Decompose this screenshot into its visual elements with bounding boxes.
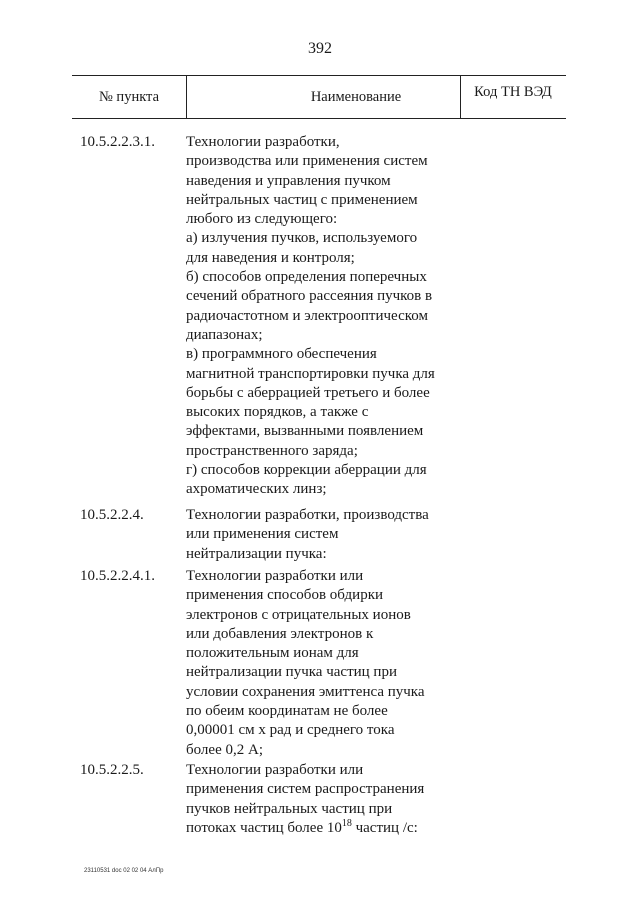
footer-doc-id: 23110531 doc 02 02 04 АлПр	[84, 868, 164, 874]
item-text	[186, 506, 486, 564]
header-code: Код ТН ВЭД	[474, 84, 552, 100]
item-text	[186, 133, 486, 500]
item-text	[186, 761, 486, 838]
text-line: наведения и управления пучком	[186, 172, 391, 189]
text-line: сечений обратного рассеяния пучков в	[186, 288, 433, 305]
item-number: 10.5.2.2.4.	[80, 507, 144, 523]
text-line: борьбы с аберрацией третьего и более	[186, 384, 430, 401]
page-number: 392	[308, 40, 332, 57]
text-line: Технологии разработки или	[186, 762, 364, 778]
text-line: положительным ионам для	[186, 645, 359, 662]
text-line: или добавления электронов к	[186, 625, 374, 642]
item-number: 10.5.2.2.5.	[80, 762, 144, 778]
text-line: применения систем распространения	[186, 781, 425, 798]
text-line: ахроматических линз;	[186, 481, 327, 498]
text-line: 0,00001 см х рад и среднего тока	[186, 722, 395, 739]
text-line: радиочастотном и электрооптическом	[186, 307, 428, 324]
text-line: а) излучения пучков, используемого	[186, 230, 418, 247]
text-line: или применения систем	[186, 526, 339, 543]
text-line	[186, 819, 486, 838]
text-line: магнитной транспортировки пучка для	[186, 365, 435, 382]
text-fragment: частиц /с:	[351, 819, 418, 836]
text-line: электронов с отрицательных ионов	[186, 606, 411, 623]
header-item-number: № пункта	[98, 89, 160, 105]
table-header	[72, 75, 566, 119]
text-line: условии сохранения эмиттенса пучка	[186, 683, 425, 700]
item-text	[186, 567, 486, 760]
text-line: применения способов обдирки	[186, 587, 384, 604]
text-fragment: потоках частиц более 10	[186, 819, 342, 836]
text-line: г) способов коррекции аберрации для	[186, 462, 427, 479]
text-line: Технологии разработки,	[186, 134, 340, 150]
text-line: нейтрализации пучка частиц при	[186, 664, 397, 681]
exponent: 18	[341, 817, 352, 829]
text-line: для наведения и контроля;	[186, 249, 355, 266]
text-line: любого из следующего:	[186, 211, 338, 228]
text-line: в) программного обеспечения	[186, 346, 377, 363]
text-line: пучков нейтральных частиц при	[186, 800, 393, 817]
item-number: 10.5.2.2.3.1.	[80, 134, 155, 150]
text-line: Технологии разработки, производства	[186, 507, 429, 523]
text-line: б) способов определения поперечных	[186, 269, 427, 286]
item-number: 10.5.2.2.4.1.	[80, 568, 155, 584]
text-line: Технологии разработки или	[186, 568, 364, 584]
text-line: по обеим координатам не более	[186, 703, 388, 720]
text-line: нейтральных частиц с применением	[186, 191, 418, 208]
text-line: диапазонах;	[186, 326, 263, 343]
text-line: производства или применения систем	[186, 153, 428, 170]
header-name: Наименование	[310, 89, 402, 105]
text-line: более 0,2 А;	[186, 741, 263, 758]
text-line: нейтрализации пучка:	[186, 545, 327, 562]
text-line: пространственного заряда;	[186, 442, 358, 459]
text-line: эффектами, вызванными появлением	[186, 423, 424, 440]
text-line: высоких порядков, а также с	[186, 404, 369, 421]
